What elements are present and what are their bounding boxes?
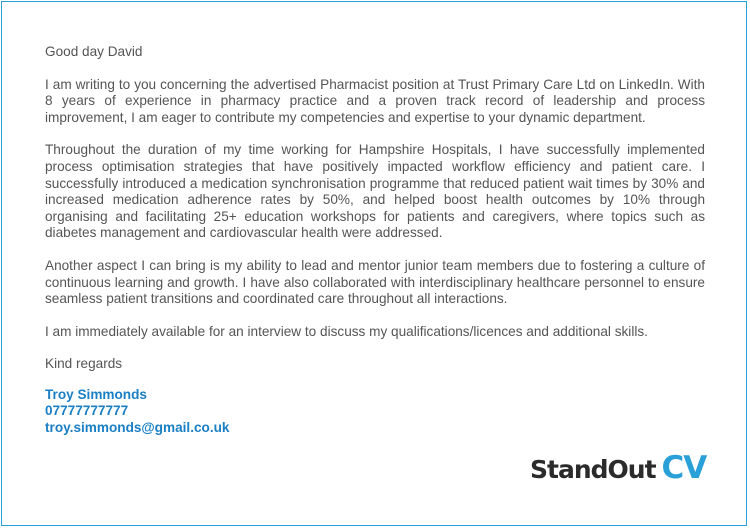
logo-wordmark: StandOut xyxy=(530,455,656,484)
letter-paragraph-leadership: Another aspect I can bring is my ability to lead and mentor junior team members due to fostering a culture of continuous learning and growth. I have also collaborated with interdisciplinary healthcare personnel to ensure seamless patient transitions and coordinated care throughout all interactions. xyxy=(45,257,705,307)
letter-paragraph-availability: I am immediately available for an interview to discuss my qualifications/licences and additional skills. xyxy=(45,323,648,339)
letter-signoff: Kind regards xyxy=(45,356,123,372)
letter-paragraph-intro: I am writing to you concerning the advertised Pharmacist position at Trust Primary Care Ltd on LinkedIn. With 8 years of experience in pharmacy practice and a proven track record of leadership and process improvement, I am eager to contribute my competencies and expertise to your dynamic department. xyxy=(45,76,705,125)
letter-greeting: Good day David xyxy=(45,44,143,59)
letter-paragraph-experience: Throughout the duration of my time working for Hampshire Hospitals, I have successfully implemented process optimisation strategies that have positively impacted workflow efficiency and patient care. I successfully introduced a medication synchronisation programme that reduced patient wait times by 30% and increased medication adherence rates by 50%, and helped boost health outcomes by 10% through organising and facilitating 25+ education workshops for patients and caregivers, where topics such as diabetes management and cardiovascular health were addressed. xyxy=(45,142,705,241)
signature-phone: 07777777777 xyxy=(45,403,129,419)
standout-cv-logo xyxy=(530,450,706,490)
logo-cv-mark: CV xyxy=(661,450,707,486)
cover-letter-body xyxy=(45,44,705,436)
signature-name: Troy Simmonds xyxy=(45,386,147,402)
signature-block xyxy=(45,387,705,436)
signature-email: troy.simmonds@gmail.co.uk xyxy=(45,419,230,435)
